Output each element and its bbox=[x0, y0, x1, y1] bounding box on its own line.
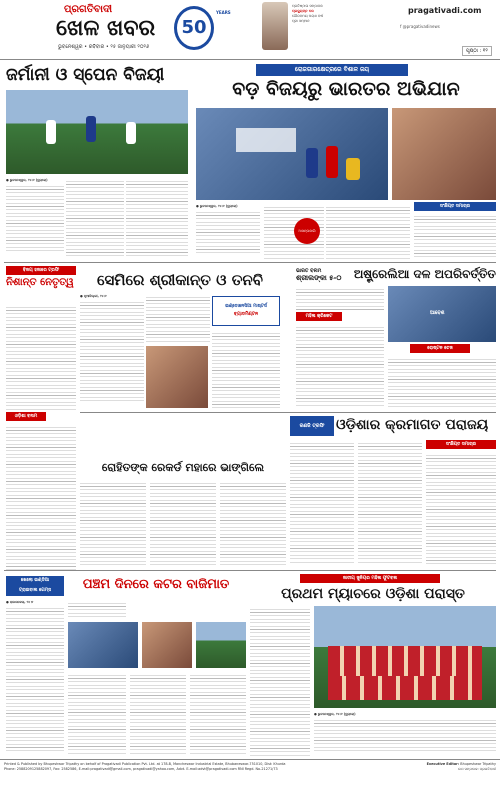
sub-editor-name: ପ୍ରଗତିବାଦୀ bbox=[479, 766, 496, 771]
imprint-line-2: Phone: 2588209125882097, Fax: 2582586, E-mail:pragativadi@gmail.com, pragativadi@yahoo.com, Advt. E-mail:advt@pragativadi.com RNI Regd. No-21271/73 bbox=[4, 766, 278, 771]
section-divider bbox=[4, 262, 496, 263]
aus-kicker2: ଶ୍ରୀଲଙ୍କା ୫-୦ bbox=[296, 274, 342, 282]
khelo-photo-1 bbox=[68, 622, 138, 668]
football-kicker: ଜାତୀୟ ଜୁନିୟର ମହିଳା ଫୁଟବଲ bbox=[300, 574, 440, 583]
website-link[interactable]: pragativadi.com bbox=[408, 6, 482, 15]
editor-line: ପୂଜା ସମ୍ମାନ bbox=[292, 19, 310, 23]
semifinal-col2 bbox=[146, 294, 210, 344]
khelo-headline: ପଞ୍ଚମ ଦିନରେ କଟର ବାଜିମାତ bbox=[82, 577, 230, 592]
football-action-photo bbox=[196, 108, 388, 200]
semifinal-inset-sub: ବ୍ୟାଡମିଣ୍ଟନ bbox=[233, 312, 259, 317]
top-story-col3 bbox=[126, 178, 188, 258]
left-kicker: ବିଜୟ ହଜାରେ ଟ୍ରଫି bbox=[6, 266, 76, 275]
rohit-col3 bbox=[220, 480, 286, 566]
aus-kicker: ଭାରତ ବନାମ bbox=[296, 268, 322, 274]
masthead bbox=[0, 0, 500, 60]
lead-headline: ବଡ଼ ବିଜୟରୁ ଭାରତର ଅଭିଯାନ bbox=[232, 78, 460, 100]
odisha-col1 bbox=[290, 440, 354, 564]
top-story-headline: ଜର୍ମାନୀ ଓ ସ୍ପେନ ବିଜୟୀ bbox=[6, 65, 165, 85]
khelo-kicker bbox=[6, 576, 64, 596]
khelo-kicker-line1: ଖେଲୋ ଇଣ୍ଡିଆ bbox=[20, 578, 50, 583]
khelo-photo-2 bbox=[142, 622, 192, 668]
semifinal-inset-title: ଇଣ୍ଡୋନେସିଆ ମାଷ୍ଟର୍ସ bbox=[225, 304, 267, 309]
khelo-col1 bbox=[6, 600, 64, 756]
odisha-col2 bbox=[358, 440, 422, 564]
odisha-tag2: ସଂକ୍ଷିପ୍ତ ସମାଚାର bbox=[426, 440, 496, 449]
editor-block bbox=[292, 4, 382, 24]
anniversary-emblem: 50 bbox=[174, 6, 214, 50]
semifinal-col3 bbox=[212, 330, 280, 408]
editor-line: ପ୍ରଦ୍ୟୁମ୍ନ ବଳ bbox=[292, 9, 314, 13]
khelo-col2-top bbox=[68, 600, 126, 620]
semifinal-col1 bbox=[80, 294, 144, 408]
section-divider bbox=[4, 570, 496, 571]
lead-col1 bbox=[196, 204, 260, 260]
editor-line: ପ୍ରତିଷ୍ଠାତା ସମ୍ପାଦକ bbox=[292, 4, 323, 8]
page-number: ପୃଷ୍ଠା : ୧୨ bbox=[462, 46, 492, 56]
left-body-2 bbox=[6, 424, 76, 570]
odisha-headline: ଓଡ଼ିଶାର କ୍ରମାଗତ ପରାଜୟ bbox=[336, 417, 489, 433]
semifinal-inset bbox=[212, 296, 280, 326]
semifinal-headline: ସେମିରେ ଶ୍ରୀକାନ୍ତ ଓ ତନବି bbox=[97, 271, 263, 289]
khelo-col3 bbox=[130, 672, 186, 756]
player-photo bbox=[392, 108, 496, 200]
aus-tag: ମହିଳା କ୍ରିକେଟ bbox=[296, 312, 342, 321]
exec-editor-label: Executive Editor: bbox=[426, 762, 460, 766]
left-tag: ଓଡ଼ିଶା ବନାମ bbox=[6, 412, 46, 421]
hockey-photo bbox=[6, 90, 188, 174]
rohit-col2 bbox=[150, 480, 216, 566]
editor-credit bbox=[427, 762, 496, 771]
date-line: ଭୁବନେଶ୍ୱର • ରବିବାର • ୨୫ ଜାନୁୟାରୀ ୨୦୨୬ bbox=[58, 44, 150, 50]
imprint-footer bbox=[0, 759, 500, 788]
aus-col2 bbox=[388, 356, 496, 408]
odisha-col3 bbox=[426, 452, 496, 564]
brand-logo: ପ୍ରଗତିବାଦୀ bbox=[64, 4, 113, 15]
semifinal-byline: ● ନୂଆଦିଲ୍ଲୀ, ୨୪।୧ bbox=[80, 294, 107, 298]
rohit-headline: ରୋହିତଙ୍କ ରେକର୍ଡ ମହାରେ ଭାଙ୍ଗିଲେ bbox=[101, 461, 265, 474]
social-handles: f @pragativadinews bbox=[400, 24, 440, 29]
football-col1 bbox=[250, 606, 310, 756]
aus-col1 bbox=[296, 324, 384, 408]
lead-byline: ● ଭୁବନେଶ୍ୱର, ୨୪।୧ (ବ୍ୟୁରୋ) bbox=[196, 204, 238, 208]
left-headline: ନିଶାନ୍ତ ନେତୃତ୍ୱ bbox=[6, 277, 74, 288]
exec-editor-name: Bhupeshwar Tripathy bbox=[460, 762, 496, 766]
side-brief-body bbox=[414, 213, 496, 259]
aus-tag2: ରୋଷ୍ଟନ ଚେଜ bbox=[410, 344, 470, 353]
khelo-kicker-line2: ଟ୍ରାଇବାଲ ଗେମ୍ସ bbox=[18, 588, 52, 593]
lead-kicker: ରୋଜଗାରକ୍ଷେତ୍ରରେ ବିଶାଳ ଜୟ bbox=[256, 64, 408, 76]
section-divider bbox=[80, 412, 496, 413]
khelo-photo-3 bbox=[196, 622, 246, 668]
football-byline: ● ଭୁବନେଶ୍ୱର, ୨୪।୧ (ବ୍ୟୁରୋ) bbox=[314, 712, 356, 716]
aus-col1-top bbox=[296, 286, 384, 310]
sub-editor-label: ଉପ ସମ୍ପାଦକ: bbox=[458, 766, 479, 771]
lead-badge: ଆସନ୍ତାକାଲି ଓଡ଼ିଶା bbox=[294, 218, 320, 244]
left-body bbox=[6, 304, 76, 410]
anniversary-label: YEARS bbox=[216, 10, 231, 15]
imprint-line-1: Printed & Published by Bhupeshwar Tripathy on behalf of Pragativadi Publication Pvt. Ltd. at 178-B, Mancheswar Industrial Estate, Bhubaneswar-751010, Dist: Khurda bbox=[4, 762, 286, 766]
editor-line: ଗୌରବମୟ ପଚାଶ ବର୍ଷ bbox=[292, 14, 323, 18]
odisha-tag: ରଣଜି ଟ୍ରଫି bbox=[290, 416, 334, 436]
top-story-col2 bbox=[66, 178, 124, 258]
aus-photo-caption: ଆବେଶ bbox=[430, 310, 445, 316]
top-story-col1 bbox=[6, 178, 64, 258]
aus-headline: ଅଷ୍ଟ୍ରେଲିଆ ଦଳ ଅପରିବର୍ତ୍ତିତ bbox=[353, 267, 496, 281]
khelo-col4 bbox=[190, 672, 246, 756]
football-body bbox=[314, 712, 496, 756]
khelo-byline: ● ରାଉରକେଲା, ୨୪।୧ bbox=[6, 600, 34, 604]
football-team-photo bbox=[314, 606, 496, 708]
top-story-byline: ● ଭୁବନେଶ୍ୱର, ୨୪।୧ (ବ୍ୟୁରୋ) bbox=[6, 178, 48, 182]
section-title: ଖେଳ ଖବର bbox=[56, 16, 156, 41]
football-headline: ପ୍ରଥମ ମ୍ୟାଚରେ ଓଡ଼ିଶା ପରାସ୍ତ bbox=[281, 586, 465, 602]
editor-photo bbox=[262, 2, 288, 50]
khelo-col2 bbox=[68, 672, 126, 756]
rohit-col1 bbox=[80, 480, 146, 566]
lead-col3 bbox=[326, 204, 410, 260]
badminton-photo bbox=[146, 346, 208, 408]
side-brief-tag: ସଂକ୍ଷିପ୍ତ ସମାଚାର bbox=[414, 202, 496, 211]
